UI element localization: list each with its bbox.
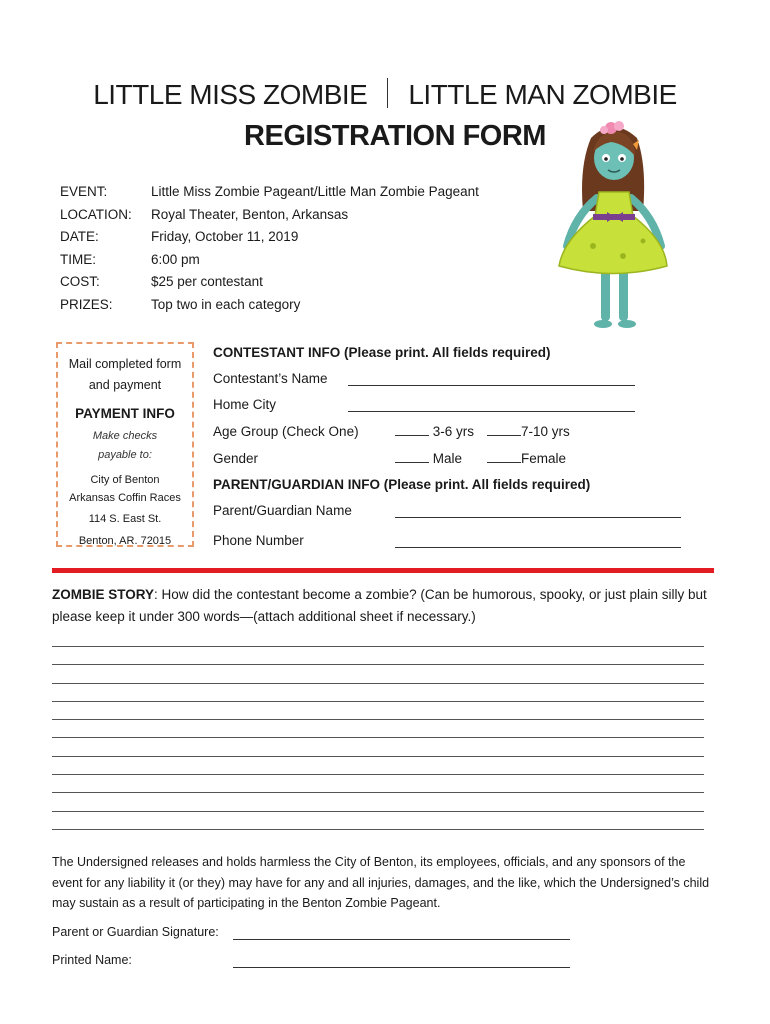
age-option-3-6[interactable]: 3-6 yrs (395, 424, 474, 439)
liability-waiver: The Undersigned releases and holds harmless the City of Benton, its employees, officials, and any sponsors of the event for any liability it (or they) may have for any and all injuries, damages, and the like, which the Undersigned’s child may sustain as a result of participating in the Benton Zombie Pageant. (52, 855, 710, 910)
zombie-girl-icon (553, 116, 673, 336)
payment-info-heading: PAYMENT INFO (75, 406, 175, 421)
phone-number-field[interactable] (395, 547, 681, 548)
detail-row-cost: COST: $25 per contestant (60, 274, 263, 290)
home-city-label: Home City (213, 397, 277, 412)
contestant-name-label: Contestant’s Name (213, 371, 328, 386)
female-checkbox[interactable] (487, 451, 521, 463)
event-details (60, 184, 479, 320)
zombie-story-prompt (52, 584, 714, 628)
mail-instruction-line1: Mail completed form (68, 357, 182, 371)
title-left: LITTLE MISS ZOMBIE (93, 79, 368, 110)
printed-name-field[interactable] (233, 967, 570, 968)
section-divider (52, 568, 714, 573)
guardian-info-heading: PARENT/GUARDIAN INFO (Please print. All fields required) (213, 477, 591, 492)
male-checkbox[interactable] (395, 451, 429, 463)
gender-label: Gender (213, 451, 259, 466)
detail-row-date: DATE: Friday, October 11, 2019 (60, 229, 299, 245)
age-7-10-checkbox[interactable] (487, 424, 521, 436)
contestant-name-field[interactable] (348, 385, 635, 386)
age-option-7-10[interactable]: 7-10 yrs (487, 424, 570, 439)
contestant-info-heading: CONTESTANT INFO (Please print. All fields required) (213, 345, 551, 360)
zombie-story-label: ZOMBIE STORY (52, 587, 155, 602)
detail-row-time: TIME: 6:00 pm (60, 251, 200, 267)
gender-option-male[interactable]: Male (395, 451, 462, 466)
page-title (0, 78, 770, 111)
signature-label: Parent or Guardian Signature: (52, 925, 219, 939)
checks-line1: Make checks (92, 430, 158, 442)
age-3-6-checkbox[interactable] (395, 424, 429, 436)
zombie-story-field[interactable] (52, 646, 704, 847)
detail-row-prizes: PRIZES: Top two in each category (60, 296, 301, 312)
mail-instruction-line2: and payment (88, 378, 162, 392)
title-right: LITTLE MAN ZOMBIE (408, 79, 677, 110)
printed-name-label: Printed Name: (52, 953, 132, 967)
guardian-name-field[interactable] (395, 517, 681, 518)
phone-number-label: Phone Number (213, 533, 304, 548)
zombie-story-text: : How did the contestant become a zombie? (Can be humorous, spooky, or just plain silly but please keep it under 300 words—(attach additional sheet if necessary.) (52, 587, 707, 624)
home-city-field[interactable] (348, 411, 635, 412)
form-subtitle: REGISTRATION FORM (244, 120, 546, 152)
detail-row-location: LOCATION: Royal Theater, Benton, Arkansas (60, 206, 349, 222)
checks-line2: payable to: (98, 449, 152, 461)
guardian-name-label: Parent/Guardian Name (213, 503, 352, 518)
title-divider (387, 78, 388, 108)
detail-row-event: EVENT: Little Miss Zombie Pageant/Little Man Zombie Pageant (60, 184, 479, 199)
signature-field[interactable] (233, 939, 570, 940)
gender-option-female[interactable]: Female (487, 451, 566, 466)
payment-info-box (56, 342, 194, 547)
payee-address: City of Benton Arkansas Coffin Races 114 S. East St. Benton, AR. 72015 (69, 474, 181, 547)
age-group-label: Age Group (Check One) (213, 424, 359, 439)
